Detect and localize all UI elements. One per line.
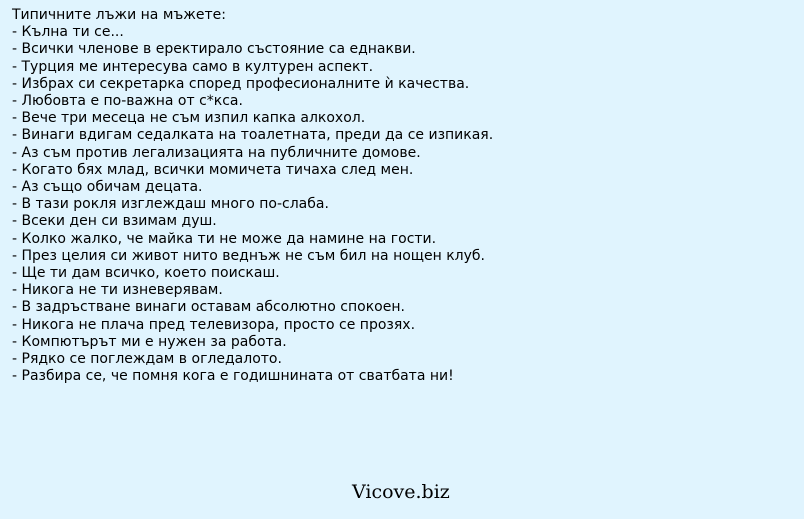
joke-title: Типичните лъжи на мъжете: bbox=[12, 7, 226, 23]
joke-line: - Разбира се, че помня кога е годишнината от сватбата ни! bbox=[12, 368, 454, 385]
joke-line: - Аз съм против легализацията на публичните домове. bbox=[12, 144, 421, 161]
joke-line: - Аз също обичам децата. bbox=[12, 179, 203, 196]
joke-line: - Никога не ти изневерявам. bbox=[12, 282, 223, 299]
joke-line: - Всички членове в еректирало състояние са еднакви. bbox=[12, 41, 416, 58]
joke-line: - Вече три месеца не съм изпил капка алкохол. bbox=[12, 110, 366, 127]
joke-line: - В задръстване винаги оставам абсолютно спокоен. bbox=[12, 299, 405, 316]
joke-line: - Ще ти дам всичко, което поискаш. bbox=[12, 265, 280, 282]
site-watermark: Vicove.biz bbox=[352, 481, 450, 503]
joke-line: - Всеки ден си взимам душ. bbox=[12, 213, 217, 230]
joke-line: - Никога не плача пред телевизора, просто се прозях. bbox=[12, 316, 416, 333]
joke-text-block bbox=[12, 7, 792, 385]
joke-line: - През целия си живот нито веднъж не съм бил на нощен клуб. bbox=[12, 247, 485, 264]
joke-line: - Компютърът ми е нужен за работа. bbox=[12, 333, 287, 350]
joke-line: - Турция ме интересува само в културен аспект. bbox=[12, 58, 374, 75]
joke-line: - Колко жалко, че майка ти не може да намине на гости. bbox=[12, 230, 437, 247]
joke-line: - Избрах си секретарка според професионалните ѝ качества. bbox=[12, 75, 470, 92]
joke-line: - В тази рокля изглеждаш много по-слаба. bbox=[12, 196, 329, 213]
joke-line: - Рядко се поглеждам в огледалото. bbox=[12, 351, 282, 368]
joke-line: - Кълна ти се... bbox=[12, 24, 124, 41]
joke-line: - Винаги вдигам седалката на тоалетната, преди да се изпикая. bbox=[12, 127, 494, 144]
joke-line: - Когато бях млад, всички момичета тичаха след мен. bbox=[12, 161, 414, 178]
joke-line: - Любовта е по-важна от с*кса. bbox=[12, 93, 243, 110]
